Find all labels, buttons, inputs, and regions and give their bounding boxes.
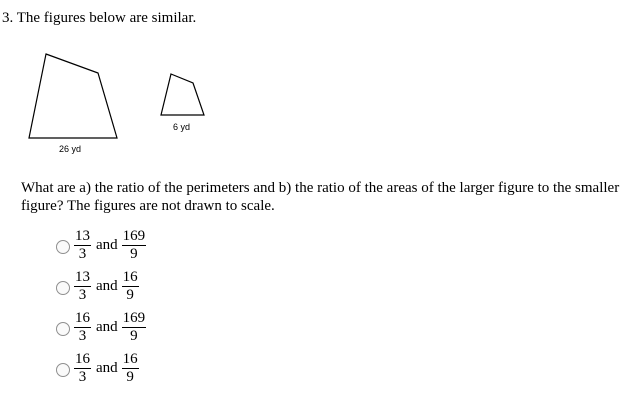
question-text: The figures below are similar. bbox=[16, 10, 197, 26]
and-text: and bbox=[96, 318, 118, 335]
large-quadrilateral bbox=[29, 54, 117, 138]
area-ratio-fraction bbox=[122, 228, 147, 263]
fraction-denominator: 9 bbox=[130, 245, 138, 262]
fraction-numerator: 13 bbox=[75, 227, 90, 244]
choice-option-3[interactable] bbox=[56, 307, 146, 347]
fraction-numerator: 16 bbox=[122, 350, 138, 367]
fraction-denominator: 9 bbox=[126, 286, 134, 303]
radio-button-3[interactable] bbox=[56, 322, 70, 336]
question-prompt: What are a) the ratio of the perimeters and b) the ratio of the areas of the larger figure to the smaller figure? The figures are not drawn to scale. bbox=[21, 180, 620, 214]
and-text: and bbox=[96, 236, 118, 253]
large-figure-label: 26 yd bbox=[59, 144, 82, 154]
choice-option-2[interactable] bbox=[56, 266, 139, 306]
fraction-denominator: 9 bbox=[126, 368, 134, 385]
and-text: and bbox=[96, 359, 118, 376]
fraction-numerator: 169 bbox=[122, 309, 146, 326]
fraction-denominator: 3 bbox=[78, 245, 87, 262]
perimeter-ratio-fraction bbox=[74, 269, 91, 304]
fraction-denominator: 3 bbox=[78, 327, 87, 344]
and-text: and bbox=[96, 277, 118, 294]
radio-button-1[interactable] bbox=[56, 240, 70, 254]
choice-option-1[interactable] bbox=[56, 225, 146, 265]
fraction-numerator: 13 bbox=[75, 268, 90, 285]
question-number: 3. bbox=[2, 10, 14, 26]
fraction-denominator: 9 bbox=[130, 327, 138, 344]
fraction-denominator: 3 bbox=[78, 286, 87, 303]
perimeter-ratio-fraction bbox=[74, 228, 91, 263]
fraction-numerator: 169 bbox=[122, 227, 146, 244]
radio-button-4[interactable] bbox=[56, 363, 70, 377]
area-ratio-fraction bbox=[122, 351, 139, 386]
fraction-numerator: 16 bbox=[75, 350, 90, 367]
fraction-numerator: 16 bbox=[75, 309, 90, 326]
perimeter-ratio-fraction bbox=[74, 351, 91, 386]
small-quadrilateral bbox=[161, 74, 204, 115]
figures-diagram bbox=[0, 0, 632, 170]
fraction-denominator: 3 bbox=[78, 368, 87, 385]
small-figure-label: 6 yd bbox=[173, 122, 191, 132]
radio-button-2[interactable] bbox=[56, 281, 70, 295]
choice-option-4[interactable] bbox=[56, 348, 139, 388]
area-ratio-fraction bbox=[122, 269, 139, 304]
area-ratio-fraction bbox=[122, 310, 147, 345]
perimeter-ratio-fraction bbox=[74, 310, 91, 345]
fraction-numerator: 16 bbox=[122, 268, 138, 285]
